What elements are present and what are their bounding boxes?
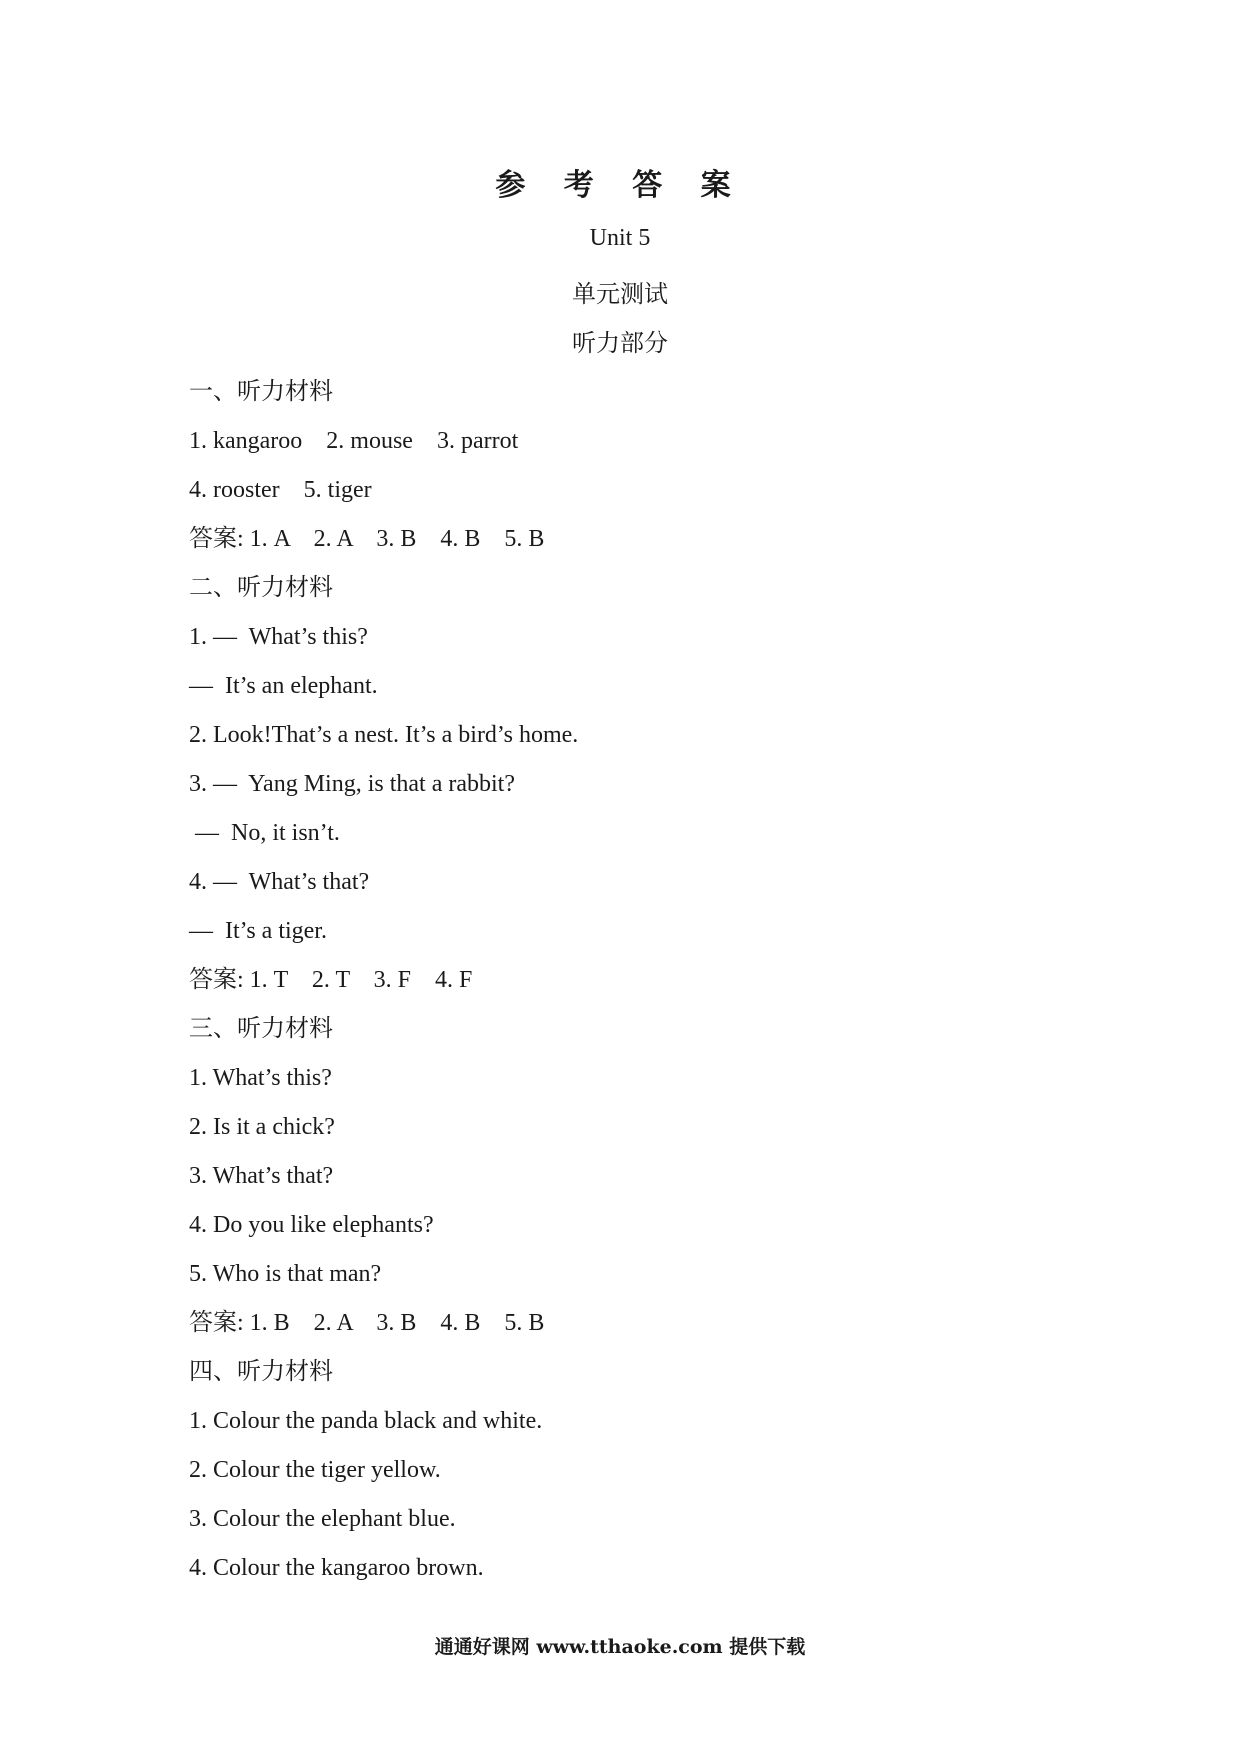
text-line: 4. Do you like elephants? bbox=[189, 1212, 434, 1238]
text-line: 4. Colour the kangaroo brown. bbox=[189, 1555, 484, 1581]
text-line: 1. What’s this? bbox=[189, 1065, 332, 1091]
text-line: 2. Look!That’s a nest. It’s a bird’s home. bbox=[189, 722, 579, 748]
text-line: 1. kangaroo 2. mouse 3. parrot bbox=[189, 428, 519, 454]
text-line: 3. Colour the elephant blue. bbox=[189, 1506, 456, 1532]
text-line: — No, it isn’t. bbox=[189, 820, 340, 846]
text-line: 3. — Yang Ming, is that a rabbit? bbox=[189, 771, 515, 797]
test-heading: 单元测试 bbox=[572, 282, 668, 308]
text-line: 1. — What’s this? bbox=[189, 624, 368, 650]
answer-line: 答案: 1. A 2. A 3. B 4. B 5. B bbox=[189, 526, 545, 552]
text-line: 4. rooster 5. tiger bbox=[189, 477, 372, 503]
section-2-heading: 二、听力材料 bbox=[189, 575, 333, 601]
text-line: 2. Colour the tiger yellow. bbox=[189, 1457, 441, 1483]
section-heading: 听力部分 bbox=[572, 331, 668, 357]
answer-content bbox=[189, 368, 1089, 1593]
answer-line: 答案: 1. T 2. T 3. F 4. F bbox=[189, 967, 473, 993]
footer-source: 通通好课网 www.tthaoke.com 提供下载 bbox=[434, 1636, 806, 1658]
section-1-heading: 一、听力材料 bbox=[189, 379, 333, 405]
answer-line: 答案: 1. B 2. A 3. B 4. B 5. B bbox=[189, 1310, 545, 1336]
text-line: 5. Who is that man? bbox=[189, 1261, 382, 1287]
page-title: 参 考 答 案 bbox=[495, 168, 745, 203]
text-line: — It’s a tiger. bbox=[189, 918, 327, 944]
text-line: — It’s an elephant. bbox=[189, 673, 378, 699]
section-4-heading: 四、听力材料 bbox=[189, 1359, 333, 1385]
text-line: 4. — What’s that? bbox=[189, 869, 370, 895]
section-3-heading: 三、听力材料 bbox=[189, 1016, 333, 1042]
text-line: 3. What’s that? bbox=[189, 1163, 334, 1189]
unit-heading: Unit 5 bbox=[589, 225, 651, 251]
text-line: 1. Colour the panda black and white. bbox=[189, 1408, 543, 1434]
text-line: 2. Is it a chick? bbox=[189, 1114, 335, 1140]
